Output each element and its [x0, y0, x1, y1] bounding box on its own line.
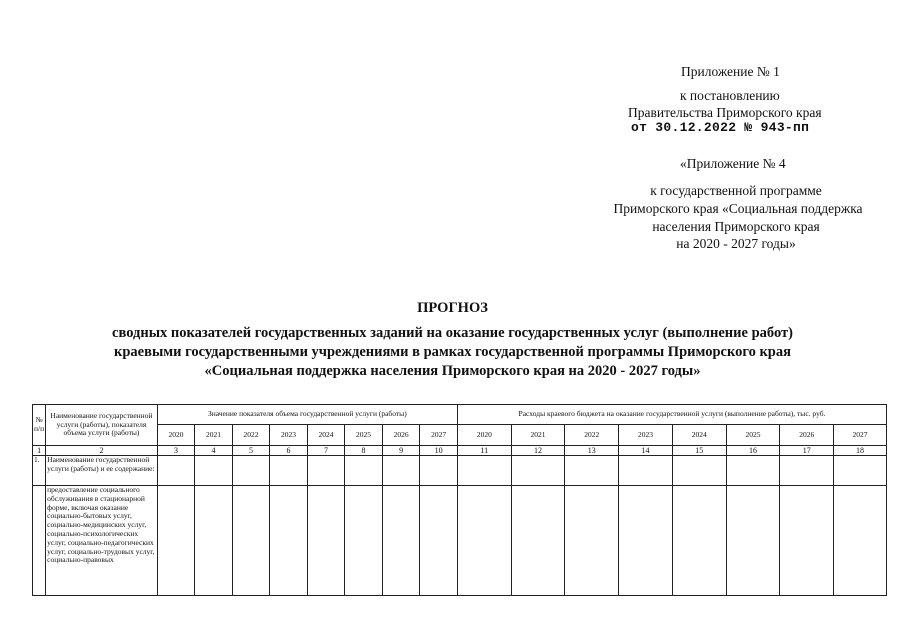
program-title-line-1: Приморского края «Социальная поддержка	[613, 201, 863, 216]
column-number: 18	[834, 446, 887, 456]
appendix-4-label: «Приложение № 4	[680, 156, 786, 171]
column-number: 14	[619, 446, 673, 456]
service-name-cell: Наименование государственной услуги (работы) и ее содержание:	[46, 456, 158, 486]
to-resolution-label: к постановлению	[680, 88, 780, 103]
col-name-header: Наименование государственной услуги (работы), показателя объема услуги (работы)	[46, 405, 158, 446]
col-num-header: № п/п	[33, 405, 46, 446]
program-title-line-3: на 2020 - 2027 годы»	[676, 236, 796, 251]
appendix-1-label: Приложение № 1	[681, 64, 780, 79]
column-number: 7	[307, 446, 345, 456]
column-number: 2	[46, 446, 158, 456]
column-number: 5	[232, 446, 270, 456]
table-row	[33, 486, 887, 596]
column-number: 10	[420, 446, 458, 456]
document-subtitle-line-1: сводных показателей государственных заданий на оказание государственных услуг (выполнение работ)	[112, 325, 793, 341]
year-header: 2025	[345, 425, 383, 446]
column-number: 12	[511, 446, 565, 456]
year-header: 2027	[420, 425, 458, 446]
year-header: 2022	[232, 425, 270, 446]
column-number: 9	[382, 446, 420, 456]
column-number: 6	[270, 446, 308, 456]
column-number: 15	[672, 446, 726, 456]
table-row	[33, 456, 887, 486]
document-title: ПРОГНОЗ	[417, 300, 488, 316]
year-header: 2024	[672, 425, 726, 446]
year-header: 2026	[780, 425, 834, 446]
service-content-cell: предоставление социального обслуживания в стационарной форме, включая оказание социально-бытовых услуг, социально-медицинских услуг, социально-психологических услуг, социально-педагогических услуг, социально-трудовых услуг, социально-правовых	[46, 486, 158, 596]
program-title-line-2: населения Приморского края	[652, 219, 820, 234]
year-header: 2021	[195, 425, 233, 446]
column-number: 17	[780, 446, 834, 456]
column-number: 16	[726, 446, 780, 456]
column-number: 1	[33, 446, 46, 456]
year-header: 2027	[834, 425, 887, 446]
year-header: 2020	[157, 425, 195, 446]
column-number: 3	[157, 446, 195, 456]
row-number: 1.	[33, 456, 46, 486]
government-label: Правительства Приморского края	[628, 105, 822, 120]
document-subtitle-line-2: краевыми государственными учреждениями в рамках государственной программы Приморского края	[114, 344, 791, 360]
year-header: 2024	[307, 425, 345, 446]
column-number: 11	[457, 446, 511, 456]
column-number: 4	[195, 446, 233, 456]
column-number: 8	[345, 446, 383, 456]
year-header: 2022	[565, 425, 619, 446]
year-header: 2025	[726, 425, 780, 446]
year-header: 2023	[619, 425, 673, 446]
column-number: 13	[565, 446, 619, 456]
year-header: 2021	[511, 425, 565, 446]
expense-group-header: Расходы краевого бюджета на оказание государственной услуги (выполнение работы), тыс. руб.	[457, 405, 886, 425]
year-header: 2020	[457, 425, 511, 446]
volume-group-header: Значение показателя объема государственной услуги (работы)	[157, 405, 457, 425]
resolution-date-stamp: от 30.12.2022 № 943-пп	[631, 120, 810, 135]
year-header: 2026	[382, 425, 420, 446]
to-program-label: к государственной программе	[650, 183, 822, 198]
forecast-table	[32, 404, 887, 596]
year-header: 2023	[270, 425, 308, 446]
document-subtitle-line-3: «Социальная поддержка населения Приморского края на 2020 - 2027 годы»	[204, 363, 701, 379]
